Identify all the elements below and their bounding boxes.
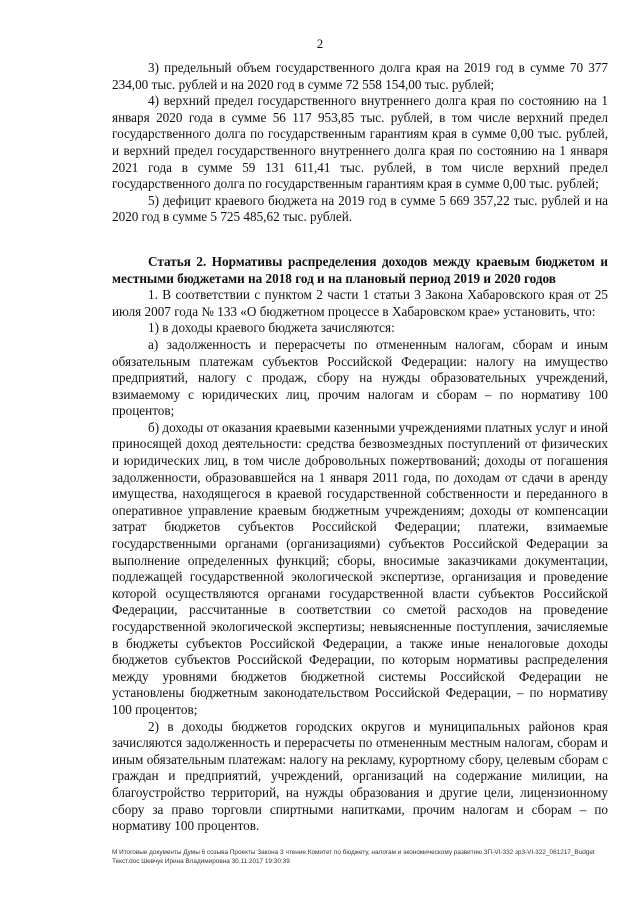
- article-heading: Статья 2. Нормативы распределения доходов между краевым бюджетом и местными бюджетами на 2018 год и на плановый период 2019 и 2020 годов: [112, 253, 608, 286]
- paragraph-article-intro: 1. В соответствии с пунктом 2 части 1 статьи 3 Закона Хабаровского края от 25 июля 2007 года № 133 «О бюджетном процессе в Хабаровском крае» установить, что:: [112, 287, 608, 319]
- paragraph-debt-limit: 3) предельный объем государственного долга края на 2019 год в сумме 70 377 234,00 тыс. рублей и на 2020 год в сумме 72 558 154,00 тыс. рублей;: [112, 60, 608, 92]
- paragraph-debt-upper-limit: 4) верхний предел государственного внутреннего долга края по состоянию на 1 января 2020 года в сумме 56 117 953,85 тыс. рублей, в том числе верхний предел государственного долга по государственным гарантиям края в сумме 0,00 тыс. рублей, и верхний предел государственного внутреннего долга края по состоянию на 1 января 2021 года в сумме 59 131 611,41 тыс. рублей, в том числе верхний предел государственного долга по государственным гарантиям края в сумме 0,00 тыс. рублей;: [112, 93, 608, 192]
- paragraph-regional-revenues: 1) в доходы краевого бюджета зачисляются:: [148, 320, 395, 336]
- page-number: 2: [316, 36, 324, 51]
- document-body: [112, 60, 608, 835]
- paragraph-item-a: а) задолженность и перерасчеты по отмененным налогам, сборам и иным обязательным платежам субъектов Российской Федерации: налогу на имущество предприятий, налогу с продаж, сбору на нужды образовательных учреждений, взимаемому с юридических лиц, прочим налогам и сборам – по нормативу 100 процентов;: [112, 336, 608, 419]
- paragraph-item-b: б) доходы от оказания краевыми казенными учреждениями платных услуг и иной приносящей доход деятельности: средства безвозмездных поступлений от физических и юридических лиц, в том числе добровольных пожертвований; доходы от погашения задолженности, образовавшейся на 1 января 2011 года, по доходам от сдачи в аренду имущества, находящегося в краевой государственной собственности и переданного в оперативное управление краевым бюджетным учреждениям; доходы от компенсации затрат бюджетов субъектов Российской Федерации; платежи, взимаемые государственными органами (организациями) субъектов Российской Федерации за выполнение определенных функций; сборы, вносимые заказчиками документации, подлежащей государственной экологической экспертизе, организация и проведение которой осуществляются органами государственной власти субъектов Российской Федерации, рассчитанные в соответствии со сметой расходов на проведение государственной экологической экспертизы; невыясненные поступления, зачисляемые в бюджеты субъектов Российской Федерации, а также иные неналоговые доходы бюджетов субъектов Российской Федерации, по которым нормативы распределения между уровнями бюджетов бюджетной системы Российской Федерации не установлены бюджетным законодательством Российской Федерации, – по нормативу 100 процентов;: [112, 419, 608, 717]
- document-footer: М Итоговые документы Думы 6 созыва Проекты Закона З чтение Комитет по бюджету, налогам и экономическому развитию ЗП-VI-332 зр3-VI-322_061217_Budget Текст.doc Шевчук Ирина Владимировна 30.11.2017 19:30:39: [112, 849, 595, 865]
- paragraph-deficit: 5) дефицит краевого бюджета на 2019 год в сумме 5 669 357,22 тыс. рублей и на 2020 год в сумме 5 725 485,62 тыс. рублей.: [112, 192, 608, 225]
- paragraph-municipal-revenues: 2) в доходы бюджетов городских округов и муниципальных районов края зачисляются задолженность и перерасчеты по отмененным местным налогам, сборам и иным обязательным платежам: налогу на рекламу, курортному сбору, целевым сборам с граждан и предприятий, учреждений, организаций на содержание милиции, на благоустройство территорий, на нужды образования и другие цели, лицензионному сбору за право торговли спиртными напитками, прочим налогам и сборам – по нормативу 100 процентов.: [112, 718, 608, 834]
